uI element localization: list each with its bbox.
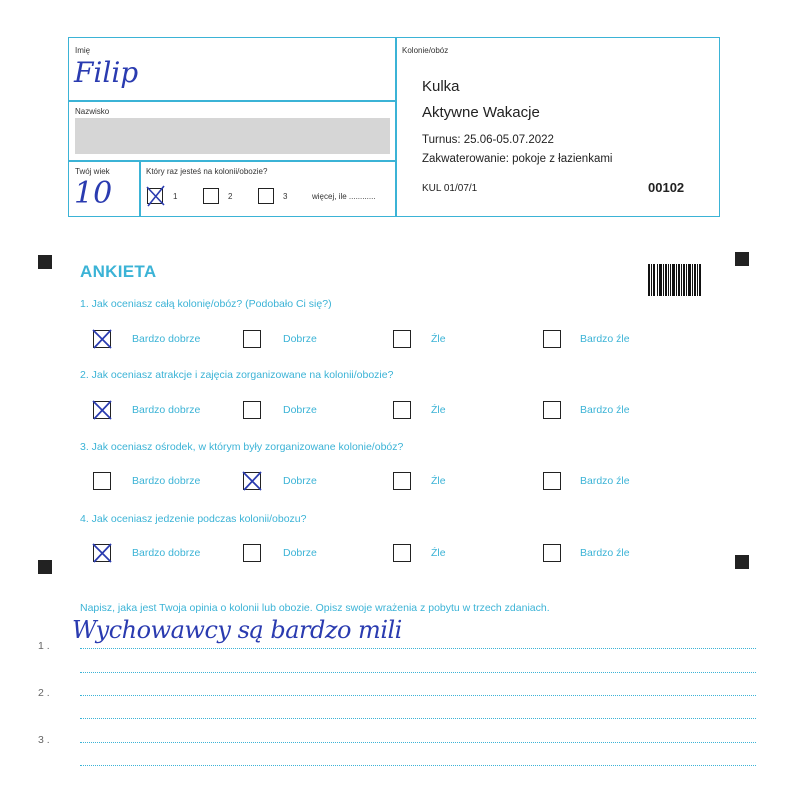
name-handwritten: Filip (74, 56, 139, 89)
q4-checkbox-2[interactable] (243, 544, 261, 562)
q2-option-1: Bardzo dobrze (132, 404, 201, 416)
line-number-2: 2 . (38, 687, 50, 699)
q4-option-4: Bardzo źle (580, 547, 630, 559)
q4-checkbox-4[interactable] (543, 544, 561, 562)
answer-line-2b[interactable] (80, 718, 756, 719)
q3-option-4: Bardzo źle (580, 475, 630, 487)
times-option-1: 1 (173, 192, 178, 201)
alignment-marker-top-right (735, 252, 749, 266)
answer-line-1[interactable] (80, 648, 756, 649)
alignment-marker-top-left (38, 255, 52, 269)
header-divider-name (68, 100, 395, 102)
q4-option-3: Źle (431, 547, 446, 559)
q3-checkbox-1[interactable] (93, 472, 111, 490)
times-option-2: 2 (228, 192, 233, 201)
q1-checkbox-3[interactable] (393, 330, 411, 348)
q1-checkbox-4[interactable] (543, 330, 561, 348)
surname-redaction (75, 118, 390, 154)
q3-option-1: Bardzo dobrze (132, 475, 201, 487)
times-label: Który raz jesteś na kolonii/obozie? (146, 167, 268, 176)
times-checkbox-2[interactable] (203, 188, 219, 204)
barcode-graphic (648, 264, 702, 296)
header-divider-vertical (395, 37, 397, 217)
q3-checkmark (240, 469, 264, 493)
q2-checkbox-4[interactable] (543, 401, 561, 419)
alignment-marker-bottom-right (735, 555, 749, 569)
q1-checkmark (90, 327, 114, 351)
q2-checkbox-3[interactable] (393, 401, 411, 419)
q1-option-4: Bardzo źle (580, 333, 630, 345)
age-label: Twój wiek (75, 167, 110, 176)
q3-checkbox-4[interactable] (543, 472, 561, 490)
header-divider-age (139, 160, 141, 217)
times-checkmark-1 (144, 184, 168, 208)
line-number-3: 3 . (38, 734, 50, 746)
question-1: 1. Jak oceniasz całą kolonię/obóz? (Podobało Ci się?) (80, 298, 332, 310)
camp-label: Kolonie/obóz (402, 46, 449, 55)
question-4: 4. Jak oceniasz jedzenie podczas kolonii/obozu? (80, 513, 307, 525)
barcode (648, 264, 702, 296)
header-divider-surname (68, 160, 395, 162)
camp-code: KUL 01/07/1 (422, 183, 478, 194)
survey-title: ANKIETA (80, 262, 157, 281)
q2-option-3: Źle (431, 404, 446, 416)
q1-option-1: Bardzo dobrze (132, 333, 201, 345)
surname-label: Nazwisko (75, 107, 110, 116)
camp-program: Aktywne Wakacje (422, 104, 540, 121)
times-checkbox-3[interactable] (258, 188, 274, 204)
form-id: 00102 (648, 180, 685, 195)
q1-option-3: Źle (431, 333, 446, 345)
name-label: Imię (75, 46, 91, 55)
line-number-1: 1 . (38, 640, 50, 652)
answer-line-1b[interactable] (80, 672, 756, 673)
q4-option-1: Bardzo dobrze (132, 547, 201, 559)
turnus-dates: Turnus: 25.06-05.07.2022 (422, 134, 554, 146)
answer-line-2[interactable] (80, 695, 756, 696)
q3-checkbox-3[interactable] (393, 472, 411, 490)
q2-option-4: Bardzo źle (580, 404, 630, 416)
answer-handwritten-1: Wychowawcy są bardzo mili (72, 616, 402, 644)
q3-option-3: Źle (431, 475, 446, 487)
alignment-marker-bottom-left (38, 560, 52, 574)
q1-checkbox-2[interactable] (243, 330, 261, 348)
q4-checkmark (90, 541, 114, 565)
times-option-3: 3 (283, 192, 288, 201)
accommodation: Zakwaterowanie: pokoje z łazienkami (422, 153, 613, 165)
q2-option-2: Dobrze (283, 404, 317, 416)
q1-option-2: Dobrze (283, 333, 317, 345)
question-2: 2. Jak oceniasz atrakcje i zajęcia zorganizowane na kolonii/obozie? (80, 369, 394, 381)
q4-checkbox-3[interactable] (393, 544, 411, 562)
question-3: 3. Jak oceniasz ośrodek, w którym były zorganizowane kolonie/obóz? (80, 441, 404, 453)
answer-line-3b[interactable] (80, 765, 756, 766)
q2-checkbox-2[interactable] (243, 401, 261, 419)
q4-option-2: Dobrze (283, 547, 317, 559)
answer-line-3[interactable] (80, 742, 756, 743)
times-option-more: więcej, ile ............ (312, 192, 376, 201)
camp-name: Kulka (422, 78, 460, 95)
age-handwritten: 10 (74, 176, 113, 211)
opinion-prompt: Napisz, jaka jest Twoja opinia o kolonii lub obozie. Opisz swoje wrażenia z pobytu w trzech zdaniach. (80, 602, 550, 614)
q2-checkmark (90, 398, 114, 422)
q3-option-2: Dobrze (283, 475, 317, 487)
